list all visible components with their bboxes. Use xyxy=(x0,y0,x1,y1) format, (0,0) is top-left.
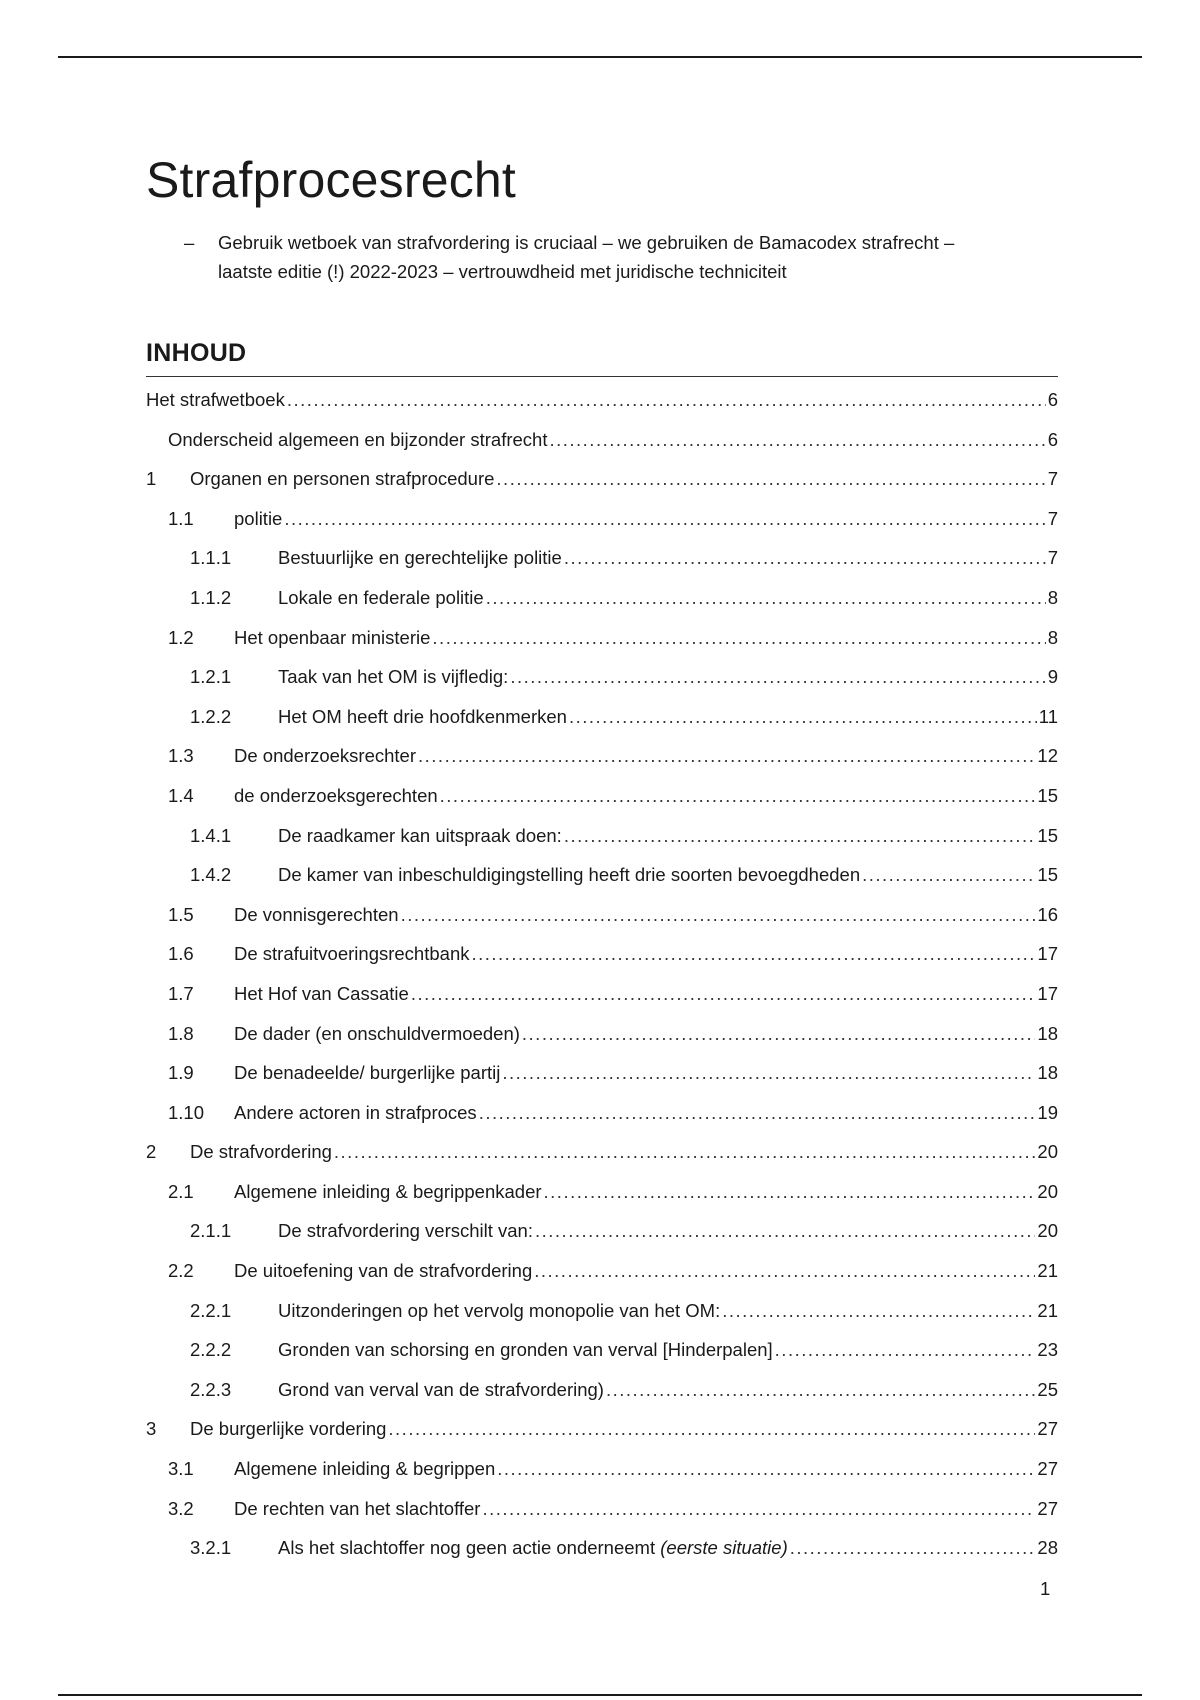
toc-dot-leader xyxy=(287,389,1046,411)
toc-entry-label: Algemene inleiding & begrippenkader xyxy=(234,1180,542,1202)
toc-dot-leader xyxy=(522,1023,1036,1045)
toc-entry[interactable] xyxy=(146,904,1058,944)
toc-entry[interactable] xyxy=(146,1339,1058,1379)
toc-entry[interactable] xyxy=(146,468,1058,508)
toc-entry-page: 11 xyxy=(1038,705,1058,727)
toc-entry-number: 1.8 xyxy=(168,1022,194,1044)
toc-dot-leader xyxy=(544,1181,1036,1203)
note-dash: – xyxy=(184,232,195,253)
toc-entry[interactable] xyxy=(146,1141,1058,1181)
toc-entry[interactable] xyxy=(146,508,1058,548)
toc-entry-label: Gronden van schorsing en gronden van verval [Hinderpalen] xyxy=(278,1339,773,1361)
toc-entry-label: Lokale en federale politie xyxy=(278,586,484,608)
toc-entry-label: De kamer van inbeschuldigingstelling heeft drie soorten bevoegdheden xyxy=(278,864,861,886)
toc-dot-leader xyxy=(496,468,1045,490)
toc-entry[interactable] xyxy=(146,1418,1058,1458)
toc-entry-number: 1.4 xyxy=(168,784,194,806)
toc-entry-page: 27 xyxy=(1037,1497,1058,1519)
toc-entry-label: Uitzonderingen op het vervolg monopolie van het OM: xyxy=(278,1299,721,1321)
toc-dot-leader xyxy=(775,1339,1036,1361)
toc-entry-label: politie xyxy=(234,507,283,529)
toc-entry-label: Het OM heeft drie hoofdkenmerken xyxy=(278,705,567,727)
toc-dot-leader xyxy=(534,1260,1035,1282)
toc-entry[interactable] xyxy=(146,785,1058,825)
toc-entry-label: Andere actoren in strafproces xyxy=(234,1101,477,1123)
toc-dot-leader xyxy=(569,706,1037,728)
toc-entry-label: Algemene inleiding & begrippen xyxy=(234,1458,496,1480)
toc-entry-label: De strafvordering verschilt van: xyxy=(278,1220,533,1242)
toc-entry[interactable] xyxy=(146,825,1058,865)
toc-entry-label: Het Hof van Cassatie xyxy=(234,982,409,1004)
toc-entry-page: 6 xyxy=(1047,428,1058,450)
toc-entry-label: De burgerlijke vordering xyxy=(190,1418,387,1440)
toc-entry[interactable] xyxy=(146,706,1058,746)
toc-dot-leader xyxy=(411,983,1036,1005)
toc-entry[interactable] xyxy=(146,1220,1058,1260)
toc-entry-label: De raadkamer kan uitspraak doen: xyxy=(278,824,562,846)
toc-entry[interactable] xyxy=(146,666,1058,706)
toc-entry-label: Taak van het OM is vijfledig: xyxy=(278,666,509,688)
toc-entry-number: 1.2.1 xyxy=(190,666,232,688)
toc-dot-leader xyxy=(432,627,1045,649)
intro-note xyxy=(146,228,1058,286)
footer-rule xyxy=(58,1694,1142,1696)
toc-entry-label: Het openbaar ministerie xyxy=(234,626,431,648)
toc-entry-number: 1.1.2 xyxy=(190,586,232,608)
toc-entry-label: De rechten van het slachtoffer xyxy=(234,1497,481,1519)
toc-entry-label: de onderzoeksgerechten xyxy=(234,784,438,806)
toc-entry-number: 1.3 xyxy=(168,745,194,767)
toc-entry-page: 16 xyxy=(1037,903,1058,925)
toc-entry-label: De strafuitvoeringsrechtbank xyxy=(234,943,470,965)
toc-entry-page: 21 xyxy=(1037,1260,1058,1282)
toc-dot-leader xyxy=(862,864,1035,886)
toc-entry-label: De vonnisgerechten xyxy=(234,903,399,925)
toc-entry[interactable] xyxy=(146,1181,1058,1221)
toc-entry-page: 15 xyxy=(1037,784,1058,806)
toc-entry-page: 21 xyxy=(1037,1299,1058,1321)
toc-entry-label: Het strafwetboek xyxy=(146,389,285,410)
toc-entry[interactable] xyxy=(146,1300,1058,1340)
toc-dot-leader xyxy=(388,1418,1035,1440)
page-content xyxy=(146,150,1058,1577)
toc-entry[interactable] xyxy=(146,627,1058,667)
toc-entry-page: 8 xyxy=(1047,586,1058,608)
toc-entry-page: 23 xyxy=(1037,1339,1058,1361)
toc-entry-label: Grond van verval van de strafvordering) xyxy=(278,1378,604,1400)
toc-entry-number: 1.6 xyxy=(168,943,194,965)
toc-entry-page: 27 xyxy=(1037,1418,1058,1440)
toc-entry[interactable] xyxy=(146,429,1058,469)
toc-entry[interactable] xyxy=(146,1458,1058,1498)
toc-entry-page: 18 xyxy=(1037,1022,1058,1044)
toc-dot-leader xyxy=(722,1300,1035,1322)
toc-dot-leader xyxy=(510,666,1045,688)
toc-entry[interactable] xyxy=(146,1498,1058,1538)
toc-entry-number: 1.9 xyxy=(168,1062,194,1084)
toc-entry-label: De onderzoeksrechter xyxy=(234,745,417,767)
note-line-1: Gebruik wetboek van strafvordering is cruciaal – we gebruiken de Bamacodex strafrecht – xyxy=(218,232,955,253)
toc-entry-number: 1.2.2 xyxy=(190,705,232,727)
toc-dot-leader xyxy=(482,1498,1035,1520)
toc-entry-number: 2.1 xyxy=(168,1180,194,1202)
toc-entry-page: 7 xyxy=(1047,468,1058,490)
toc-entry-page: 17 xyxy=(1037,982,1058,1004)
header-rule xyxy=(58,56,1142,58)
toc-entry[interactable] xyxy=(146,547,1058,587)
toc-entry-number: 3 xyxy=(146,1418,157,1440)
toc-entry[interactable] xyxy=(146,983,1058,1023)
toc-entry[interactable] xyxy=(146,587,1058,627)
toc-entry-page: 28 xyxy=(1037,1537,1058,1559)
toc-dot-leader xyxy=(334,1141,1036,1163)
toc-heading: INHOUD xyxy=(146,336,1058,377)
toc-entry-label: Onderscheid algemeen en bijzonder strafrecht xyxy=(168,428,548,450)
toc-entry-label: Bestuurlijke en gerechtelijke politie xyxy=(278,547,562,569)
page-number: 1 xyxy=(1040,1578,1051,1599)
toc-entry-page: 7 xyxy=(1047,507,1058,529)
toc-entry-label-italic: (eerste situatie) xyxy=(660,1537,788,1559)
toc-dot-leader xyxy=(284,508,1045,530)
toc-dot-leader xyxy=(471,943,1035,965)
toc-entry-number: 1.10 xyxy=(168,1101,205,1123)
toc-entry-number: 2.2.2 xyxy=(190,1339,232,1361)
toc-dot-leader xyxy=(790,1537,1036,1559)
toc-entry-number: 2.2.3 xyxy=(190,1378,232,1400)
toc-entry[interactable] xyxy=(146,1102,1058,1142)
toc-entry-number: 1.2 xyxy=(168,626,194,648)
toc-entry-page: 15 xyxy=(1037,824,1058,846)
toc-entry-label: De strafvordering xyxy=(190,1141,332,1163)
toc-entry-number: 3.2 xyxy=(168,1497,194,1519)
toc-entry[interactable] xyxy=(146,864,1058,904)
note-line-2: laatste editie (!) 2022-2023 – vertrouwdheid met juridische techniciteit xyxy=(218,261,787,282)
toc-entry[interactable] xyxy=(146,943,1058,983)
toc-entry-label: De dader (en onschuldvermoeden) xyxy=(234,1022,520,1044)
toc-dot-leader xyxy=(440,785,1036,807)
toc-entry-label: De uitoefening van de strafvordering xyxy=(234,1260,533,1282)
toc-entry-label-text: Als het slachtoffer nog geen actie onderneemt xyxy=(278,1537,656,1559)
toc-entry[interactable] xyxy=(146,1379,1058,1419)
toc-entry-number: 1.1 xyxy=(168,507,194,529)
toc-entry-number: 1.5 xyxy=(168,903,194,925)
toc-dot-leader xyxy=(479,1102,1036,1124)
toc-entry[interactable] xyxy=(146,1537,1058,1577)
toc-entry-page: 25 xyxy=(1037,1378,1058,1400)
toc-entry-page: 12 xyxy=(1037,745,1058,767)
toc-entry-page: 20 xyxy=(1037,1180,1058,1202)
toc-dot-leader xyxy=(564,825,1036,847)
toc-entry[interactable] xyxy=(146,1023,1058,1063)
toc-entry-page: 20 xyxy=(1037,1141,1058,1163)
toc-dot-leader xyxy=(549,429,1045,451)
document-title: Strafprocesrecht xyxy=(146,152,517,208)
toc-dot-leader xyxy=(606,1379,1035,1401)
toc-entry[interactable] xyxy=(146,1062,1058,1102)
toc-entry-page: 15 xyxy=(1037,864,1058,886)
toc-entry-page: 6 xyxy=(1047,389,1058,410)
toc-entry-number: 2.2.1 xyxy=(190,1299,232,1321)
toc-entry[interactable] xyxy=(146,389,1058,429)
toc-dot-leader xyxy=(497,1458,1035,1480)
toc-entry-page: 9 xyxy=(1047,666,1058,688)
toc-entry[interactable] xyxy=(146,745,1058,785)
toc-entry-page: 18 xyxy=(1037,1062,1058,1084)
toc-dot-leader xyxy=(418,745,1035,767)
toc-entry-number: 1.4.1 xyxy=(190,824,232,846)
toc-dot-leader xyxy=(401,904,1036,926)
toc-dot-leader xyxy=(502,1062,1035,1084)
toc-entry-page: 7 xyxy=(1047,547,1058,569)
toc-dot-leader xyxy=(486,587,1046,609)
toc-entry-page: 27 xyxy=(1037,1458,1058,1480)
toc-entry[interactable] xyxy=(146,1260,1058,1300)
toc-entry-number: 1.7 xyxy=(168,982,194,1004)
toc-entry-page: 20 xyxy=(1037,1220,1058,1242)
toc-entry-number: 2 xyxy=(146,1141,157,1163)
toc-dot-leader xyxy=(564,547,1046,569)
toc-entry-label: De benadeelde/ burgerlijke partij xyxy=(234,1062,501,1084)
toc-entry-number: 3.2.1 xyxy=(190,1537,232,1559)
toc-entry-number: 2.2 xyxy=(168,1260,194,1282)
table-of-contents xyxy=(146,389,1058,1577)
toc-entry-number: 2.1.1 xyxy=(190,1220,232,1242)
toc-entry-page: 8 xyxy=(1047,626,1058,648)
toc-entry-label xyxy=(278,1537,788,1559)
toc-entry-label: Organen en personen strafprocedure xyxy=(190,468,495,490)
toc-entry-number: 1.1.1 xyxy=(190,547,232,569)
toc-entry-page: 17 xyxy=(1037,943,1058,965)
toc-entry-page: 19 xyxy=(1037,1101,1058,1123)
toc-entry-number: 1 xyxy=(146,468,157,490)
toc-entry-number: 1.4.2 xyxy=(190,864,232,886)
toc-entry-number: 3.1 xyxy=(168,1458,194,1480)
toc-dot-leader xyxy=(535,1220,1035,1242)
